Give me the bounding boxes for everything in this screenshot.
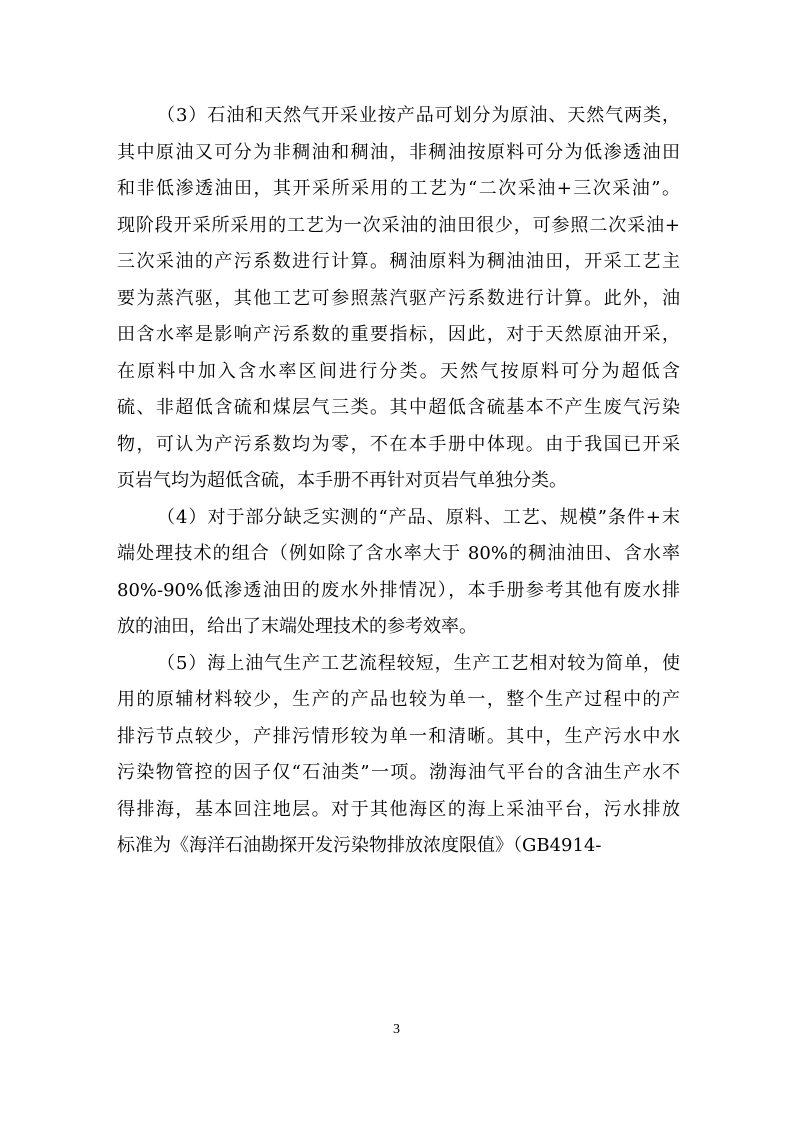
paragraph-4-line: 端处理技术的组合（例如除了含水率大于 80%的稠油油田、含水率 (117, 543, 680, 564)
paragraph-3-line: 在原料中加入含水率区间进行分类。天然气按原料可分为超低含 (117, 360, 680, 382)
paragraph-3-line: 其中原油又可分为非稠油和稠油，非稠油按原料可分为低渗透油田 (117, 141, 680, 163)
paragraph-4-line: （4）对于部分缺乏实测的“产品、原料、工艺、规模”条件+末 (157, 506, 680, 528)
body-text (117, 98, 680, 865)
paragraph-3-line: 和非低渗透油田，其开采所采用的工艺为“二次采油+三次采油”。 (117, 178, 680, 199)
paragraph-3-line: 现阶段开采所采用的工艺为一次采油的油田很少，可参照二次采油+ (117, 214, 680, 236)
paragraph-3-line: 三次采油的产污系数进行计算。稠油原料为稠油油田，开采工艺主 (117, 251, 680, 272)
paragraph-4-line: 放的油田，给出了末端处理技术的参考效率。 (117, 616, 477, 637)
paragraph-3-line: 物，可认为产污系数均为零，不在本手册中体现。由于我国已开采 (117, 433, 680, 455)
paragraph-5-line: （5）海上油气生产工艺流程较短，生产工艺相对较为简单，使 (157, 652, 680, 674)
paragraph-3-line: 硫、非超低含硫和煤层气三类。其中超低含硫基本不产生废气污染 (117, 397, 680, 418)
paragraph-5-line: 用的原辅材料较少，生产的产品也较为单一，整个生产过程中的产 (117, 689, 680, 710)
paragraph-3-line: 页岩气均为超低含硫，本手册不再针对页岩气单独分类。 (117, 470, 567, 491)
paragraph-3-line: 要为蒸汽驱，其他工艺可参照蒸汽驱产污系数进行计算。此外，油 (117, 287, 680, 309)
paragraph-5-line: 得排海，基本回注地层。对于其他海区的海上采油平台，污水排放 (117, 798, 680, 820)
paragraph-5-line: 排污节点较少，产排污情形较为单一和清晰。其中，生产污水中水 (117, 725, 680, 747)
paragraph-5-line: 标准为《海洋石油勘探开发污染物排放浓度限值》（GB4914- (117, 835, 602, 856)
paragraph-5-line: 污染物管控的因子仅“石油类”一项。渤海油气平台的含油生产水不 (117, 762, 680, 783)
paragraph-3-line: （3）石油和天然气开采业按产品可划分为原油、天然气两类， (157, 105, 680, 126)
paragraph-4-line: 80%-90%低渗透油田的废水外排情况），本手册参考其他有废水排 (117, 579, 680, 601)
paragraph-3-line: 田含水率是影响产污系数的重要指标，因此，对于天然原油开采， (117, 324, 680, 345)
page-number: 3 (393, 1022, 400, 1037)
